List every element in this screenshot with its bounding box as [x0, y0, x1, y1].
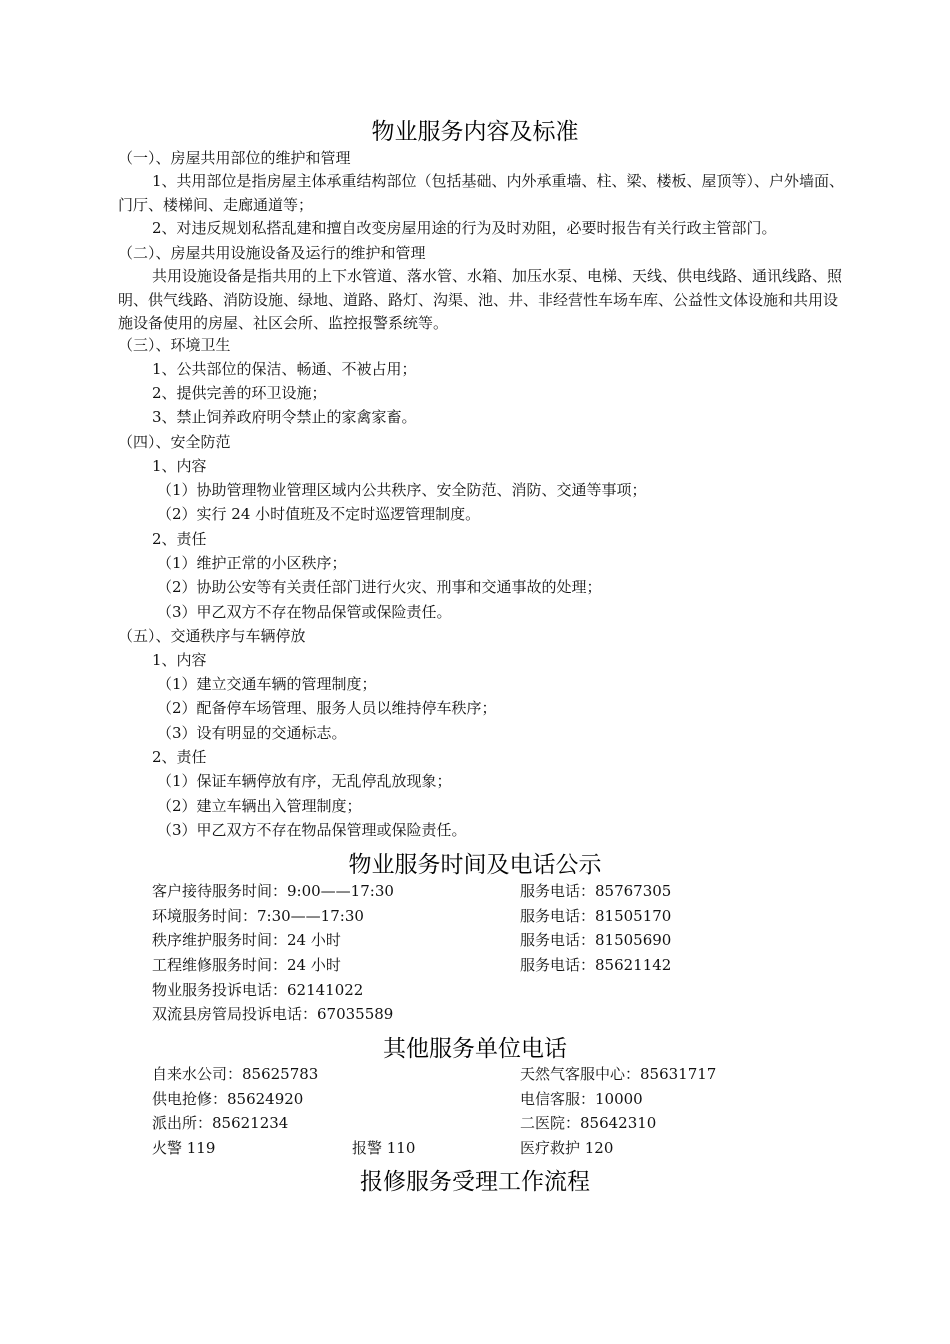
police-station-phone: 派出所：85621234 [152, 1114, 289, 1132]
section-4-content-label: 1、内容 [152, 457, 207, 475]
housing-bureau-complaint-phone: 双流县房管局投诉电话：67035589 [152, 1005, 394, 1023]
section-5-resp-2: （2）建立车辆出入管理制度； [157, 797, 362, 815]
title-service-content: 物业服务内容及标准 [371, 119, 579, 145]
hospital-phone: 二医院：85642310 [520, 1114, 657, 1132]
section-4-resp-3: （3）甲乙双方不存在物品保管或保险责任。 [157, 603, 452, 621]
section-3-item-1: 1、公共部位的保洁、畅通、不被占用； [152, 360, 417, 378]
section-3-item-3: 3、禁止饲养政府明令禁止的家禽家畜。 [152, 408, 417, 426]
service-time-phone: 服务电话：85621142 [520, 956, 672, 974]
section-2-paragraph: 共用设施设备是指共用的上下水管道、落水管、水箱、加压水泵、电梯、天线、供电线路、通讯线路、照明、供气线路、消防设施、绿地、道路、路灯、沟渠、池、井、非经营性车场车库、公益性文体设施和共用设施设备使用的房屋、社区会所、监控报警系统等。 [118, 267, 843, 332]
property-complaint-phone: 物业服务投诉电话：62141022 [152, 981, 364, 999]
section-1-item-2: 2、对违反规划私搭乱建和擅自改变房屋用途的行为及时劝阻，必要时报告有关行政主管部门。 [152, 219, 777, 237]
service-time-label: 秩序维护服务时间：24 小时 [152, 931, 341, 949]
service-time-label: 环境服务时间：7:30——17:30 [152, 907, 364, 925]
section-4-heading: （四）、安全防范 [118, 433, 231, 451]
section-4-content-2: （2）实行 24 小时值班及不定时巡逻管理制度。 [157, 505, 481, 523]
service-time-label: 工程维修服务时间：24 小时 [152, 956, 341, 974]
section-5-resp-label: 2、责任 [152, 748, 207, 766]
service-time-phone: 服务电话：81505170 [520, 907, 672, 925]
section-3-heading: （三）、环境卫生 [118, 336, 231, 354]
section-1-heading: （一）、房屋共用部位的维护和管理 [118, 149, 351, 167]
fire-alarm-phone: 火警 119 [152, 1139, 216, 1157]
telecom-service-phone: 电信客服：10000 [520, 1090, 643, 1108]
section-5-heading: （五）、交通秩序与车辆停放 [118, 627, 306, 645]
section-5-content-label: 1、内容 [152, 651, 207, 669]
service-time-phone: 服务电话：85767305 [520, 882, 672, 900]
service-time-label: 客户接待服务时间：9:00——17:30 [152, 882, 394, 900]
section-1-item-1: 1、共用部位是指房屋主体承重结构部位（包括基础、内外承重墙、柱、梁、楼板、屋顶等）、户外墙面、门厅、楼梯间、走廊通道等； [118, 172, 845, 214]
power-repair-phone: 供电抢修：85624920 [152, 1090, 304, 1108]
section-5-content-2: （2）配备停车场管理、服务人员以维持停车秩序； [157, 699, 497, 717]
service-time-phone: 服务电话：81505690 [520, 931, 672, 949]
section-5-resp-3: （3）甲乙双方不存在物品保管理或保险责任。 [157, 821, 467, 839]
section-5-resp-1: （1）保证车辆停放有序，无乱停乱放现象； [157, 772, 452, 790]
police-alarm-phone: 报警 110 [352, 1139, 416, 1157]
section-4-resp-1: （1）维护正常的小区秩序； [157, 554, 347, 572]
title-other-units: 其他服务单位电话 [383, 1036, 567, 1062]
section-4-resp-label: 2、责任 [152, 530, 207, 548]
section-5-content-1: （1）建立交通车辆的管理制度； [157, 675, 377, 693]
section-4-content-1: （1）协助管理物业管理区域内公共秩序、安全防范、消防、交通等事项； [157, 481, 647, 499]
section-3-item-2: 2、提供完善的环卫设施； [152, 384, 327, 402]
section-5-content-3: （3）设有明显的交通标志。 [157, 724, 347, 742]
ambulance-phone: 医疗救护 120 [520, 1139, 614, 1157]
section-4-resp-2: （2）协助公安等有关责任部门进行火灾、刑事和交通事故的处理； [157, 578, 602, 596]
title-service-time-phone: 物业服务时间及电话公示 [348, 852, 602, 878]
water-company-phone: 自来水公司：85625783 [152, 1065, 319, 1083]
title-repair-flow: 报修服务受理工作流程 [360, 1169, 590, 1195]
gas-service-phone: 天然气客服中心：85631717 [520, 1065, 717, 1083]
section-2-heading: （二）、房屋共用设施设备及运行的维护和管理 [118, 244, 426, 262]
